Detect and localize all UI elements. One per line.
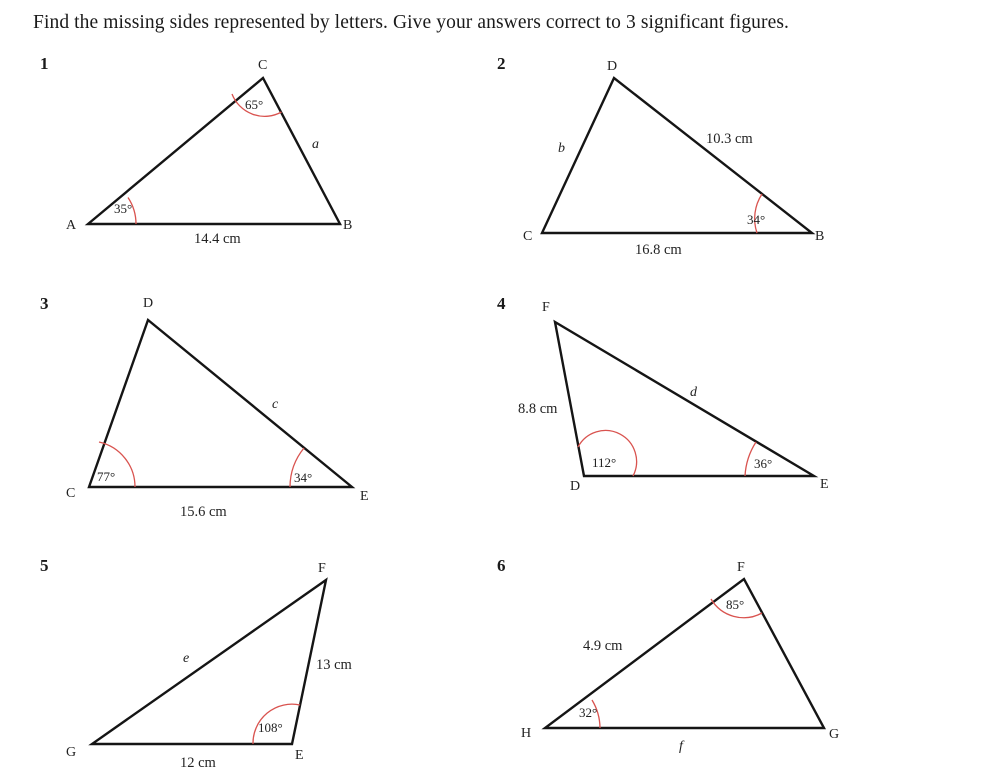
unknown-side-3: c bbox=[272, 397, 279, 412]
vertex-label-4-d: D bbox=[570, 479, 581, 494]
question-number-1: 1 bbox=[40, 54, 49, 73]
angle-label-3-e: 34° bbox=[294, 470, 313, 485]
triangle-2 bbox=[523, 59, 824, 258]
side-label-1-ab: 14.4 cm bbox=[194, 231, 241, 247]
vertex-label-3-d: D bbox=[143, 296, 154, 311]
vertex-label-3-c: C bbox=[66, 486, 76, 501]
side-label-6-hf: 4.9 cm bbox=[583, 638, 623, 654]
vertex-label-6-g: G bbox=[829, 727, 840, 742]
side-label-5-fe: 13 cm bbox=[316, 657, 352, 673]
vertex-label-2-d: D bbox=[607, 59, 618, 74]
angle-label-3-c: 77° bbox=[97, 469, 116, 484]
vertex-label-5-g: G bbox=[66, 745, 77, 760]
triangle-3 bbox=[66, 296, 369, 520]
question-number-3: 3 bbox=[40, 294, 49, 313]
triangle-1 bbox=[66, 58, 352, 247]
vertex-label-1-c: C bbox=[258, 58, 268, 73]
vertex-label-2-c: C bbox=[523, 229, 533, 244]
angle-label-6-h: 32° bbox=[579, 705, 598, 720]
instruction-text: Find the missing sides represented by letters. Give your answers correct to 3 significant figures. bbox=[33, 12, 790, 33]
angle-label-5-e: 108° bbox=[258, 720, 283, 735]
unknown-side-6: f bbox=[679, 739, 683, 754]
vertex-label-5-f: F bbox=[318, 561, 326, 576]
vertex-label-6-f: F bbox=[737, 560, 745, 575]
unknown-side-4: d bbox=[690, 385, 697, 400]
triangle-4-outline bbox=[555, 322, 814, 476]
angle-label-1-a: 35° bbox=[114, 201, 133, 216]
vertex-label-3-e: E bbox=[360, 489, 369, 504]
vertex-label-4-f: F bbox=[542, 300, 550, 315]
side-label-4-fd: 8.8 cm bbox=[518, 401, 558, 417]
triangle-3-outline bbox=[89, 320, 352, 487]
unknown-side-1: a bbox=[312, 137, 319, 152]
side-label-2-db: 10.3 cm bbox=[706, 131, 753, 147]
side-label-3-ce: 15.6 cm bbox=[180, 504, 227, 520]
side-label-5-ge: 12 cm bbox=[180, 755, 216, 771]
triangle-2-outline bbox=[542, 78, 812, 233]
angle-label-4-e: 36° bbox=[754, 456, 773, 471]
vertex-label-2-b: B bbox=[815, 229, 825, 244]
triangle-4 bbox=[518, 300, 829, 494]
question-number-6: 6 bbox=[497, 556, 506, 575]
side-label-2-cb: 16.8 cm bbox=[635, 242, 682, 258]
question-number-4: 4 bbox=[497, 294, 506, 313]
vertex-label-1-b: B bbox=[343, 218, 353, 233]
vertex-label-6-h: H bbox=[521, 726, 532, 741]
angle-label-1-c: 65° bbox=[245, 97, 264, 112]
vertex-label-1-a: A bbox=[66, 218, 77, 233]
triangle-5 bbox=[66, 561, 353, 771]
question-number-5: 5 bbox=[40, 556, 49, 575]
angle-label-4-d: 112° bbox=[592, 455, 617, 470]
unknown-side-5: e bbox=[183, 651, 190, 666]
triangle-5-outline bbox=[92, 580, 326, 744]
angle-label-2-b: 34° bbox=[747, 212, 766, 227]
unknown-side-2: b bbox=[558, 141, 565, 156]
angle-label-6-f: 85° bbox=[726, 597, 745, 612]
vertex-label-4-e: E bbox=[820, 477, 829, 492]
question-number-2: 2 bbox=[497, 54, 506, 73]
vertex-label-5-e: E bbox=[295, 748, 304, 763]
triangle-6 bbox=[521, 560, 839, 754]
